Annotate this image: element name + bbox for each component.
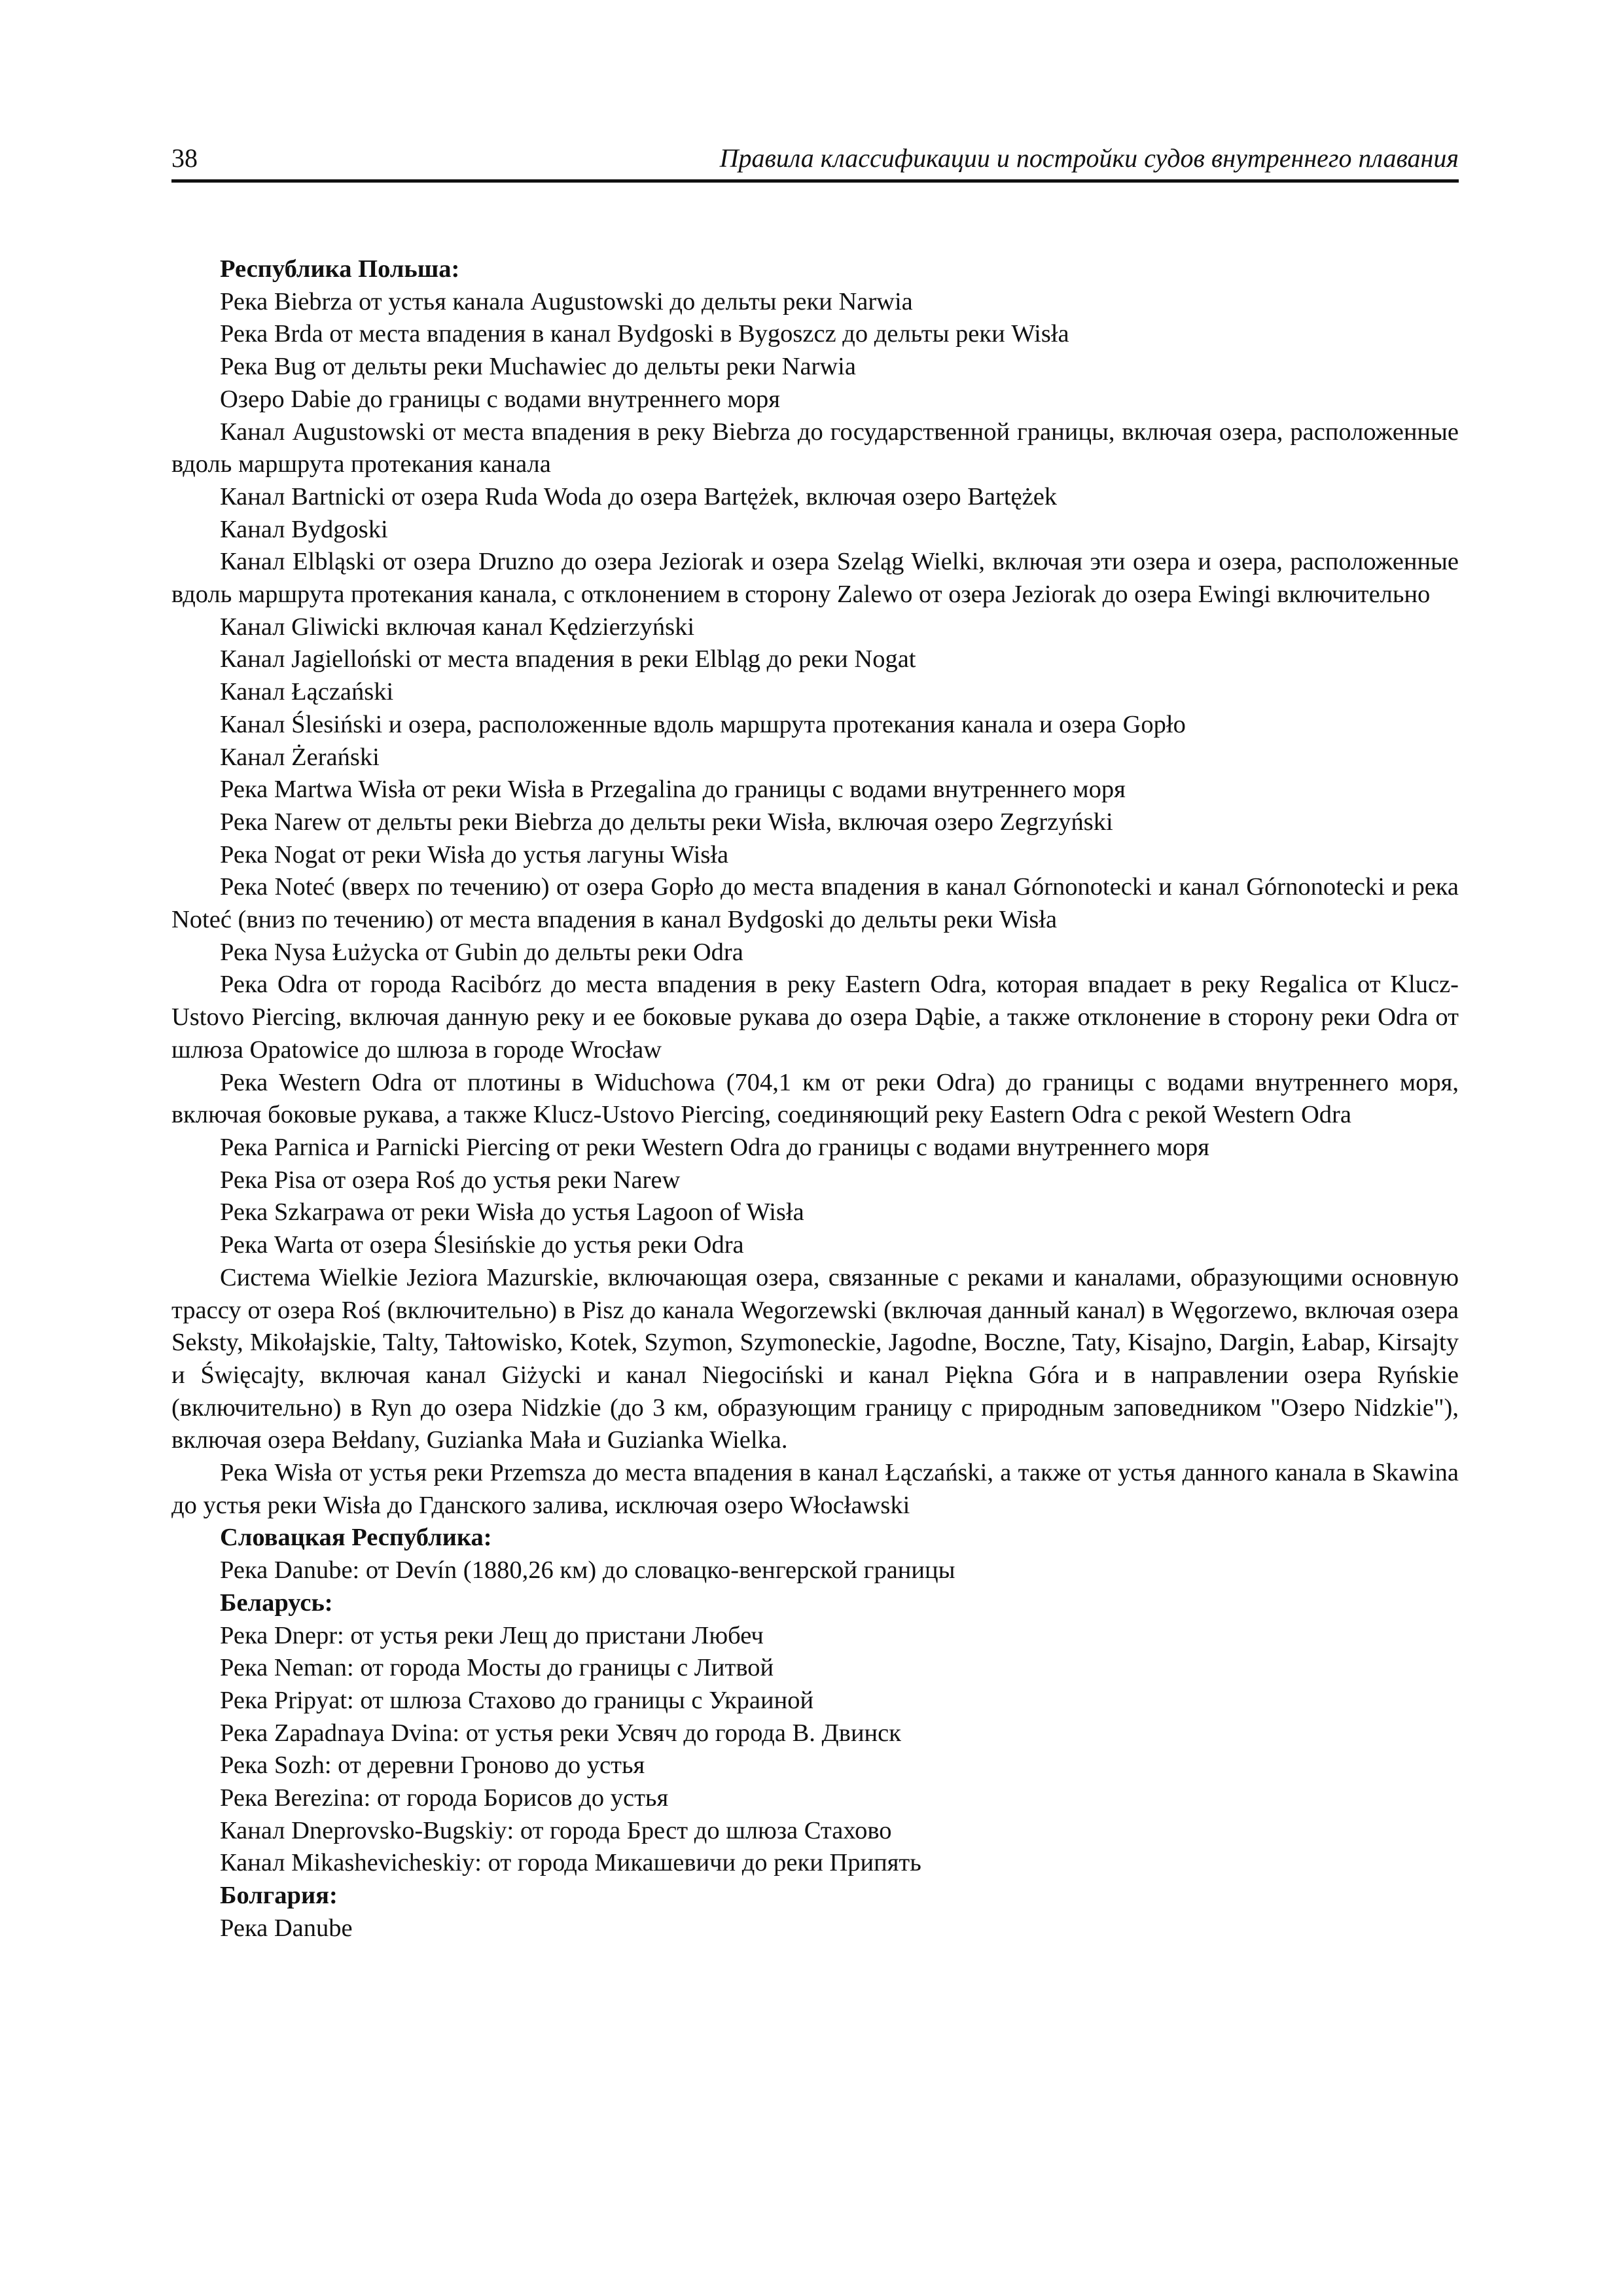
section-heading: Словацкая Республика: [220, 1524, 492, 1552]
list-item: Река Sozh: от деревни Гроново до устья [220, 1751, 645, 1780]
list-item: Канал Elbląski от озера Druzno до озера Jeziorak и озера Szeląg Wielki, включая эти озера и озера, расположенные вдоль маршрута протекания канала, с отклонением в сторону Zalewo от озера Jeziorak до озера Ewingi включительно [171, 548, 1459, 609]
list-item: Река Narew от дельты реки Biebrza до дельты реки Wisła, включая озеро Zegrzyński [220, 808, 1113, 836]
page-header [171, 140, 1459, 183]
list-item: Река Zapadnaya Dvina: от устья реки Усвяч до города В. Двинск [220, 1719, 901, 1747]
page-number: 38 [171, 143, 198, 173]
list-item: Река Dnepr: от устья реки Лещ до пристани Любеч [220, 1621, 764, 1649]
list-item: Река Szkarpawa от реки Wisła до устья Lagoon of Wisła [220, 1198, 804, 1227]
running-title: Правила классификации и постройки судов внутреннего плавания [719, 143, 1459, 173]
list-item: Река Western Odra от плотины в Widuchowa (704,1 км от реки Odra) до границы с водами внутреннего моря, включая боковые рукава, а также Klucz-Ustovo Piercing, соединяющий реку Eastern Odra с рекой Western Odra [171, 1068, 1459, 1129]
list-item: Река Bug от дельты реки Muchawiec до дельты реки Narwia [220, 353, 856, 381]
list-item: Канал Gliwicki включая канал Kędzierzyński [220, 613, 695, 641]
section-heading: Республика Польша: [220, 255, 460, 283]
list-item: Река Wisła от устья реки Przemsza до места впадения в канал Łączański, а также от устья данного канала в Skawina до устья реки Wisła до Гданского залива, исключая озеро Włocławski [171, 1459, 1459, 1519]
list-item: Река Danube [220, 1914, 353, 1942]
list-item: Река Danube: от Devín (1880,26 км) до словацко-венгерской границы [220, 1556, 955, 1585]
list-item: Канал Jagielloński от места впадения в реки Elbląg до реки Nogat [220, 645, 916, 673]
list-item: Река Nogat от реки Wisła до устья лагуны Wisła [220, 840, 729, 869]
list-item: Канал Bydgoski [220, 515, 388, 543]
list-item: Река Parnica и Parnicki Piercing от реки Western Odra до границы с водами внутреннего моря [220, 1133, 1210, 1161]
section-heading: Беларусь: [220, 1588, 333, 1617]
list-item: Река Neman: от города Мосты до границы с Литвой [220, 1654, 774, 1682]
list-item: Река Pisa от озера Roś до устья реки Narew [220, 1166, 681, 1194]
list-item: Канал Żerański [220, 743, 380, 771]
list-item: Канал Ślesiński и озера, расположенные вдоль маршрута протекания канала и озера Gopło [220, 710, 1186, 738]
list-item: Система Wielkie Jeziora Mazurskie, включающая озера, связанные с реками и каналами, образующими основную трассу от озера Roś (включительно) в Pisz до канала Wegorzewski (включая данный канал) в Węgorzewo, включая озера Seksty, Mikołajskie, Talty, Tałtowisko, Kotek, Szymon, Szymoneckie, Jagodne, Boczne, Taty, Kisajno, Dargin, Łabap, Kirsajty и Święcajty, включая канал Giżycki и канал Niegociński и канал Piękna Góra и в направлении озера Ryńskie (включительно) в Ryn до озера Nidzkie (до 3 км, образующим границу с природным заповедником "Озеро Nidzkie"), включая озера Bełdany, Guzianka Mała и Guzianka Wielka. [171, 1263, 1459, 1454]
list-item: Канал Mikashevicheskiy: от города Микашевичи до реки Припять [220, 1849, 921, 1877]
section-heading: Болгария: [220, 1882, 338, 1910]
list-item: Река Pripyat: от шлюза Стахово до границы с Украиной [220, 1686, 814, 1714]
list-item: Канал Augustowski от места впадения в реку Biebrza до государственной границы, включая озера, расположенные вдоль маршрута протекания канала [171, 418, 1459, 478]
list-item: Канал Łączański [220, 678, 394, 706]
list-item: Канал Bartnicki от озера Ruda Woda до озера Bartężek, включая озеро Bartężek [220, 482, 1058, 511]
page-body [171, 253, 1459, 1945]
list-item: Река Odra от города Racibórz до места впадения в реку Eastern Odra, которая впадает в реку Regalica от Klucz-Ustovo Piercing, включая данную реку и ее боковые рукава до озера Dąbie, а также отклонение в сторону реки Odra от шлюза Opatowice до шлюза в городе Wrocław [171, 971, 1459, 1064]
list-item: Река Biebrza от устья канала Augustowski до дельты реки Narwia [220, 287, 913, 315]
list-item: Озеро Dabie до границы с водами внутреннего моря [220, 385, 780, 413]
list-item: Река Berezina: от города Борисов до устья [220, 1784, 669, 1812]
list-item: Река Nysa Łużycka от Gubin до дельты реки Odra [220, 938, 743, 966]
list-item: Река Brda от места впадения в канал Bydgoski в Bygoszcz до дельты реки Wisła [220, 320, 1069, 348]
list-item: Река Noteć (вверх по течению) от озера Gopło до места впадения в канал Górnonotecki и канал Górnonotecki и река Noteć (вниз по течению) от места впадения в канал Bydgoski до дельты реки Wisła [171, 873, 1459, 934]
list-item: Канал Dneprovsko-Bugskiy: от города Брест до шлюза Стахово [220, 1816, 892, 1844]
list-item: Река Martwa Wisła от реки Wisła в Przegalina до границы с водами внутреннего моря [220, 776, 1126, 804]
list-item: Река Warta от озера Ślesińskie до устья реки Odra [220, 1231, 744, 1259]
